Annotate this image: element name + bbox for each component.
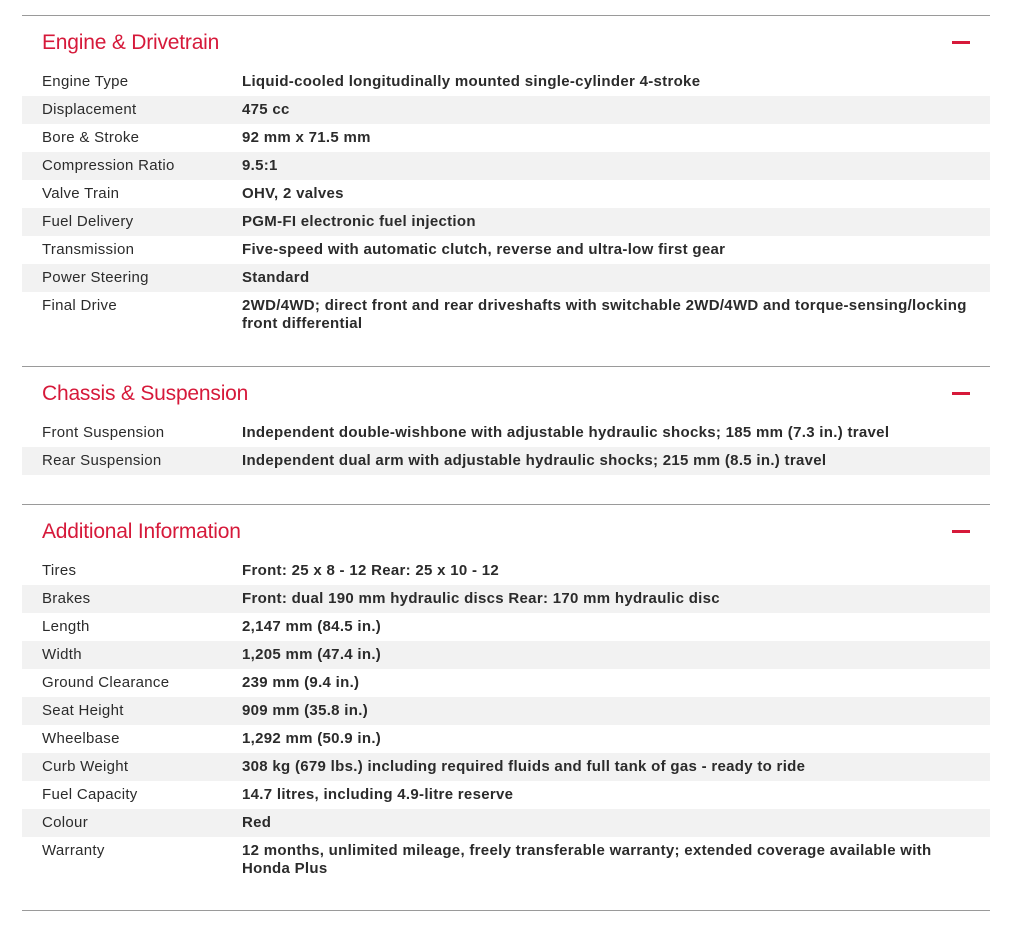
spec-value: Front: dual 190 mm hydraulic discs Rear: 170 mm hydraulic disc bbox=[242, 590, 720, 607]
section-header-engine-drivetrain[interactable] bbox=[22, 16, 990, 66]
spec-value: Five-speed with automatic clutch, reverse and ultra-low first gear bbox=[242, 241, 726, 258]
spec-row-bore-stroke bbox=[22, 124, 990, 152]
spec-label: Engine Type bbox=[42, 73, 129, 90]
spec-label: Displacement bbox=[42, 101, 137, 118]
spec-row-seat-height bbox=[22, 697, 990, 725]
spec-row-fuel-delivery bbox=[22, 208, 990, 236]
spec-value: 92 mm x 71.5 mm bbox=[242, 129, 371, 146]
spec-value: 1,205 mm (47.4 in.) bbox=[242, 646, 382, 663]
spec-value: 909 mm (35.8 in.) bbox=[242, 702, 368, 719]
spec-label: Rear Suspension bbox=[42, 452, 162, 469]
spec-label: Compression Ratio bbox=[42, 157, 175, 174]
spec-label: Tires bbox=[42, 562, 77, 579]
section-header-chassis-suspension[interactable] bbox=[22, 367, 990, 417]
spec-value: 2,147 mm (84.5 in.) bbox=[242, 618, 382, 635]
spec-row-length bbox=[22, 613, 990, 641]
spec-value: PGM-FI electronic fuel injection bbox=[242, 213, 476, 230]
spec-value: Independent dual arm with adjustable hydraulic shocks; 215 mm (8.5 in.) travel bbox=[242, 452, 827, 469]
spec-label: Length bbox=[42, 618, 90, 635]
spec-row-power-steering bbox=[22, 264, 990, 292]
spec-row-ground-clearance bbox=[22, 669, 990, 697]
spec-value: Front: 25 x 8 - 12 Rear: 25 x 10 - 12 bbox=[242, 562, 500, 579]
spec-label: Front Suspension bbox=[42, 424, 165, 441]
section-title: Engine & Drivetrain bbox=[42, 31, 220, 54]
spec-value: 14.7 litres, including 4.9-litre reserve bbox=[242, 786, 514, 803]
section-chassis-suspension bbox=[22, 366, 990, 504]
spec-label: Valve Train bbox=[42, 185, 120, 202]
spec-value: Independent double-wishbone with adjustable hydraulic shocks; 185 mm (7.3 in.) travel bbox=[242, 424, 890, 441]
spec-label: Curb Weight bbox=[42, 758, 129, 775]
spec-row-engine-type bbox=[22, 68, 990, 96]
spec-label: Brakes bbox=[42, 590, 91, 607]
section-header-additional-information[interactable] bbox=[22, 505, 990, 555]
spec-label: Power Steering bbox=[42, 269, 149, 286]
spec-label: Bore & Stroke bbox=[42, 129, 140, 146]
bottom-divider bbox=[22, 910, 990, 911]
spec-value: Liquid-cooled longitudinally mounted single-cylinder 4-stroke bbox=[242, 73, 701, 90]
spec-row-curb-weight bbox=[22, 753, 990, 781]
spec-value: 9.5:1 bbox=[242, 157, 278, 174]
spec-row-final-drive bbox=[22, 292, 990, 338]
spec-label: Final Drive bbox=[42, 297, 117, 314]
spec-label: Transmission bbox=[42, 241, 135, 258]
spec-label: Colour bbox=[42, 814, 88, 831]
spec-row-tires bbox=[22, 557, 990, 585]
spec-label: Fuel Capacity bbox=[42, 786, 138, 803]
spec-row-valve-train bbox=[22, 180, 990, 208]
spec-table bbox=[22, 68, 990, 366]
spec-row-wheelbase bbox=[22, 725, 990, 753]
spec-row-transmission bbox=[22, 236, 990, 264]
spec-table bbox=[22, 419, 990, 504]
spec-row-front-suspension bbox=[22, 419, 990, 447]
section-additional-information bbox=[22, 504, 990, 910]
section-title: Additional Information bbox=[42, 520, 241, 543]
spec-value: 12 months, unlimited mileage, freely transferable warranty; extended coverage available with Honda Plus bbox=[242, 842, 932, 877]
spec-row-width bbox=[22, 641, 990, 669]
section-engine-drivetrain bbox=[22, 15, 990, 366]
spec-value: Standard bbox=[242, 269, 310, 286]
spec-row-compression-ratio bbox=[22, 152, 990, 180]
spec-row-rear-suspension bbox=[22, 447, 990, 475]
minus-icon[interactable] bbox=[952, 41, 970, 44]
spec-row-brakes bbox=[22, 585, 990, 613]
minus-icon[interactable] bbox=[952, 392, 970, 395]
specifications-panel bbox=[22, 15, 990, 911]
spec-value: 308 kg (679 lbs.) including required fluids and full tank of gas - ready to ride bbox=[242, 758, 806, 775]
spec-value: 2WD/4WD; direct front and rear driveshafts with switchable 2WD/4WD and torque-sensing/locking front differential bbox=[242, 297, 967, 332]
spec-table bbox=[22, 557, 990, 910]
spec-value: Red bbox=[242, 814, 272, 831]
spec-value: 475 cc bbox=[242, 101, 290, 118]
spec-label: Fuel Delivery bbox=[42, 213, 134, 230]
spec-label: Warranty bbox=[42, 842, 105, 859]
spec-value: 1,292 mm (50.9 in.) bbox=[242, 730, 382, 747]
section-title: Chassis & Suspension bbox=[42, 382, 249, 405]
spec-label: Width bbox=[42, 646, 82, 663]
spec-value: OHV, 2 valves bbox=[242, 185, 344, 202]
spec-label: Seat Height bbox=[42, 702, 124, 719]
spec-value: 239 mm (9.4 in.) bbox=[242, 674, 360, 691]
spec-row-displacement bbox=[22, 96, 990, 124]
spec-row-fuel-capacity bbox=[22, 781, 990, 809]
spec-row-warranty bbox=[22, 837, 990, 883]
spec-label: Ground Clearance bbox=[42, 674, 170, 691]
minus-icon[interactable] bbox=[952, 530, 970, 533]
spec-row-colour bbox=[22, 809, 990, 837]
spec-label: Wheelbase bbox=[42, 730, 120, 747]
